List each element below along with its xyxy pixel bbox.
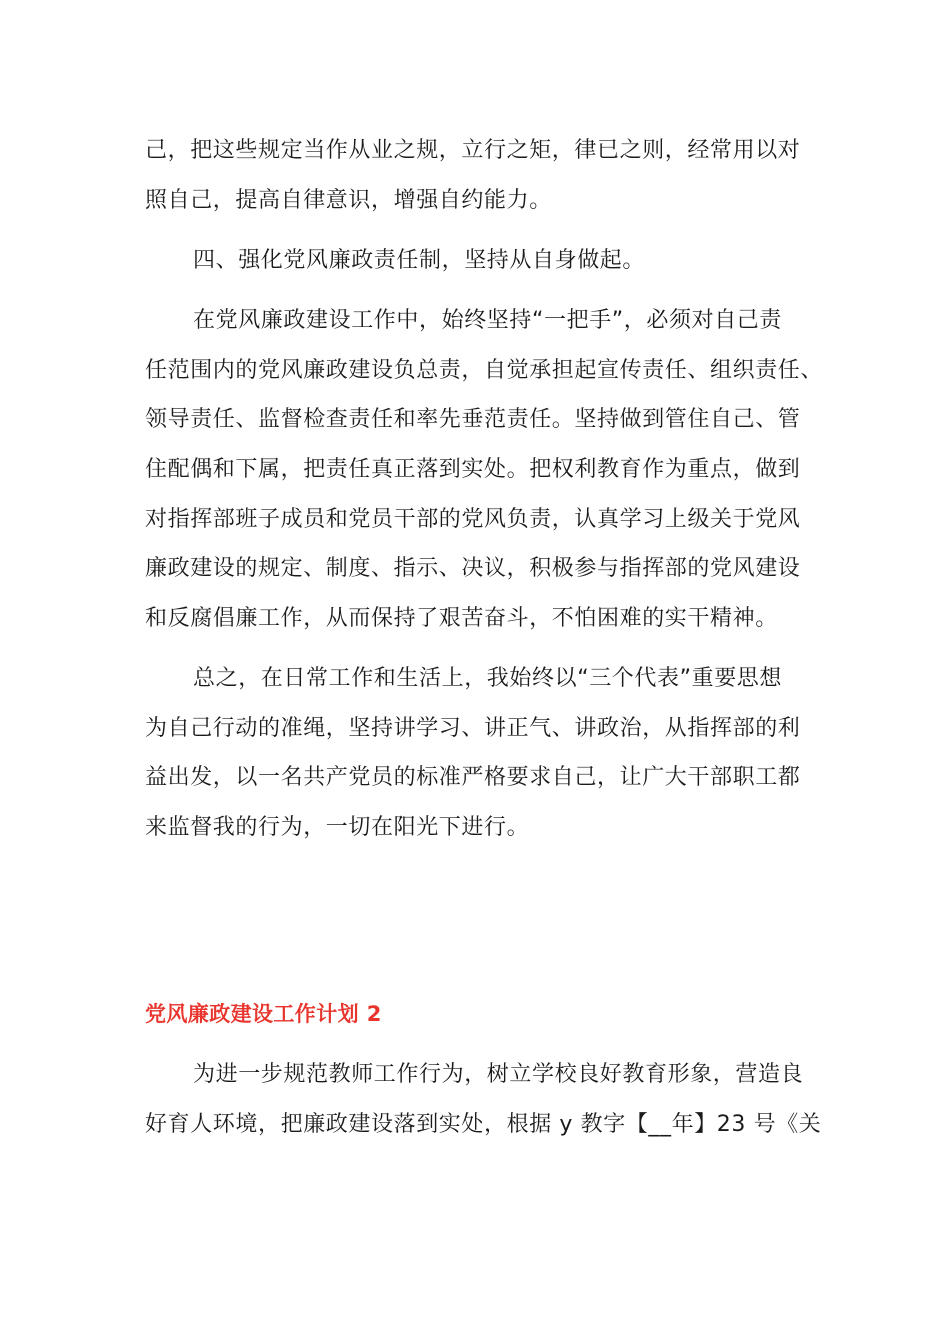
paragraph-start: 在党风廉政建设工作中，始终坚持“一把手”，必须对自己责 <box>193 308 782 333</box>
text-line: 己，把这些规定当作从业之规，立行之矩，律已之则，经常用以对 <box>145 138 801 163</box>
text-line: 为自己行动的准绳，坚持讲学习、讲正气、讲政治，从指挥部的利 <box>145 716 801 741</box>
text-line: 对指挥部班子成员和党员干部的党风负责，认真学习上级关于党风 <box>145 507 801 532</box>
paragraph-start: 总之，在日常工作和生活上，我始终以“三个代表”重要思想 <box>193 666 782 691</box>
text-line: 廉政建设的规定、制度、指示、决议，积极参与指挥部的党风建设 <box>145 556 801 581</box>
text-line: 任范围内的党风廉政建设负总责，自觉承担起宣传责任、组织责任、 <box>145 358 824 383</box>
text-line: 来监督我的行为，一切在阳光下进行。 <box>145 815 530 840</box>
text-line: 和反腐倡廉工作，从而保持了艰苦奋斗，不怕困难的实干精神。 <box>145 606 778 631</box>
section-heading: 党风廉政建设工作计划 2 <box>145 1002 382 1026</box>
paragraph-start: 为进一步规范教师工作行为，树立学校良好教育形象，营造良 <box>193 1062 804 1087</box>
text-line: 益出发，以一名共产党员的标准严格要求自己，让广大干部职工都 <box>145 765 801 790</box>
text-line: 住配偶和下属，把责任真正落到实处。把权利教育作为重点，做到 <box>145 457 801 482</box>
text-line: 照自己，提高自律意识，增强自约能力。 <box>145 188 552 213</box>
text-line: 领导责任、监督检查责任和率先垂范责任。坚持做到管住自己、管 <box>145 407 801 432</box>
section-point-four: 四、强化党风廉政责任制，坚持从自身做起。 <box>193 248 646 273</box>
text-line: 好育人环境，把廉政建设落到实处，根据 y 教字【__年】23 号《关 <box>145 1112 822 1137</box>
